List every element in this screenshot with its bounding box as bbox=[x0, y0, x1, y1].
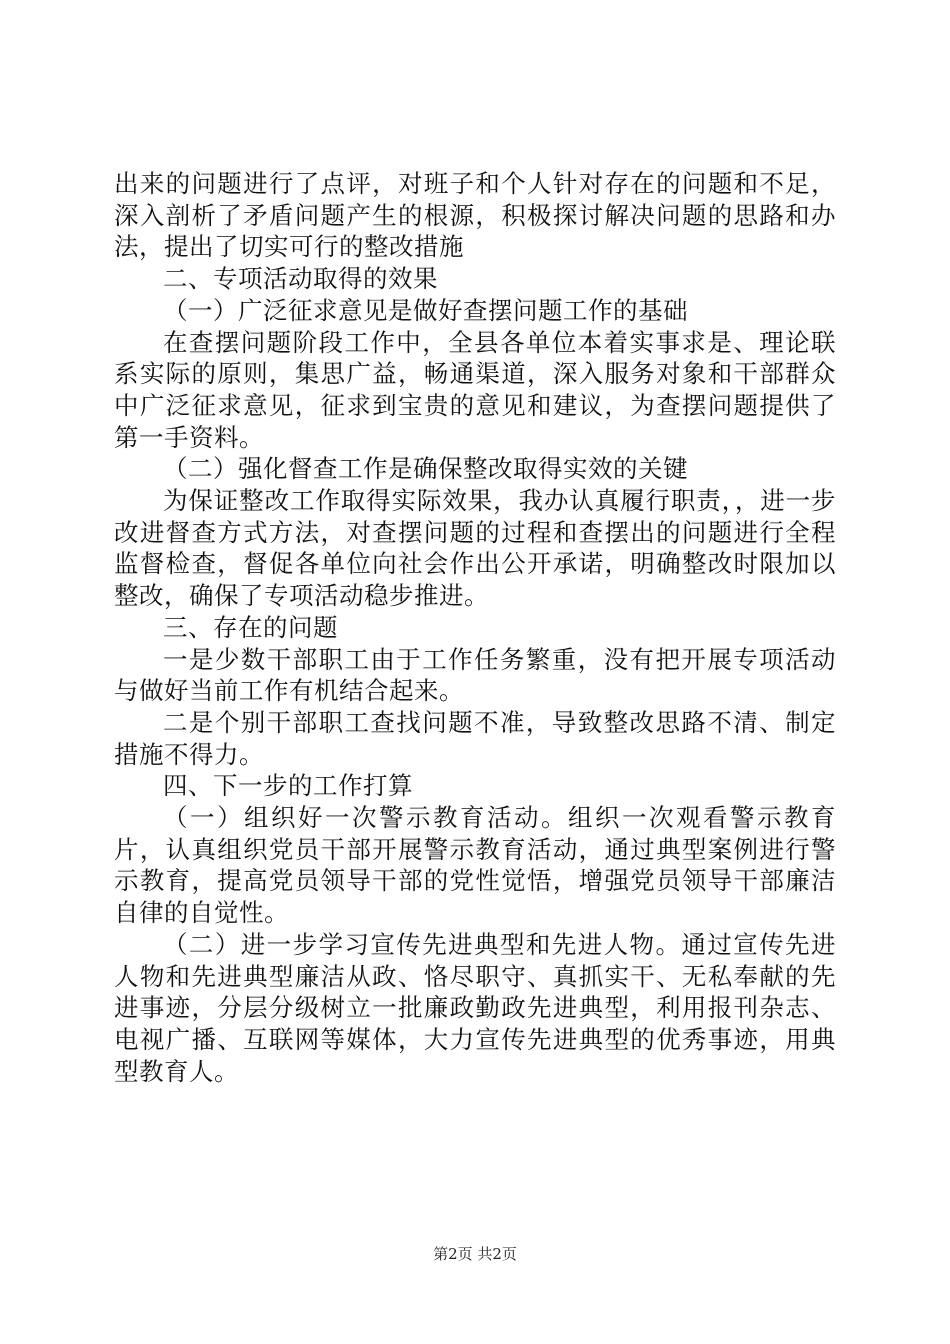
paragraph-2-1: 在查摆问题阶段工作中，全县各单位本着实事求是、理论联系实际的原则，集思广益，畅通渠道，深入服务对象和干部群众中广泛征求意见，征求到宝贵的意见和建议，为查摆问题提供了第一手资料。 bbox=[114, 327, 836, 452]
page-footer: 第2页 共2页 bbox=[433, 1245, 517, 1263]
paragraph-3-1: 一是少数干部职工由于工作任务繁重，没有把开展专项活动与做好当前工作有机结合起来。 bbox=[114, 644, 836, 706]
paragraph-4-2: （二）进一步学习宣传先进典型和先进人物。通过宣传先进人物和先进典型廉洁从政、恪尽职守、真抓实干、无私奉献的先进事迹，分层分级树立一批廉政勤政先进典型，利用报刊杂志、电视广播、互联网等媒体，大力宣传先进典型的优秀事迹，用典型教育人。 bbox=[114, 929, 836, 1086]
subheading-2-2: （二）强化督查工作是确保整改取得实效的关键 bbox=[163, 454, 688, 484]
section-heading-3: 三、存在的问题 bbox=[163, 612, 338, 642]
paragraph-2-2: 为保证整改工作取得实际效果，我办认真履行职责，，进一步改进督查方式方法，对查摆问题的过程和查摆出的问题进行全程监督检查，督促各单位向社会作出公开承诺，明确整改时限加以整改，确保了专项活动稳步推进。 bbox=[114, 486, 836, 611]
section-heading-4: 四、下一步的工作打算 bbox=[163, 771, 413, 801]
subheading-2-1: （一）广泛征求意见是做好查摆问题工作的基础 bbox=[163, 295, 688, 325]
paragraph-4-1: （一）组织好一次警示教育活动。组织一次观看警示教育片，认真组织党员干部开展警示教育活动，通过典型案例进行警示教育，提高党员领导干部的党性觉悟，增强党员领导干部廉洁自律的自觉性。 bbox=[114, 803, 836, 928]
document-body bbox=[114, 168, 836, 1087]
paragraph-continuation: 出来的问题进行了点评，对班子和个人针对存在的问题和不足，深入剖析了矛盾问题产生的根源，积极探讨解决问题的思路和办法，提出了切实可行的整改措施 bbox=[114, 169, 836, 262]
section-heading-2: 二、专项活动取得的效果 bbox=[163, 264, 438, 294]
paragraph-3-2: 二是个别干部职工查找问题不准，导致整改思路不清、制定措施不得力。 bbox=[114, 707, 836, 769]
